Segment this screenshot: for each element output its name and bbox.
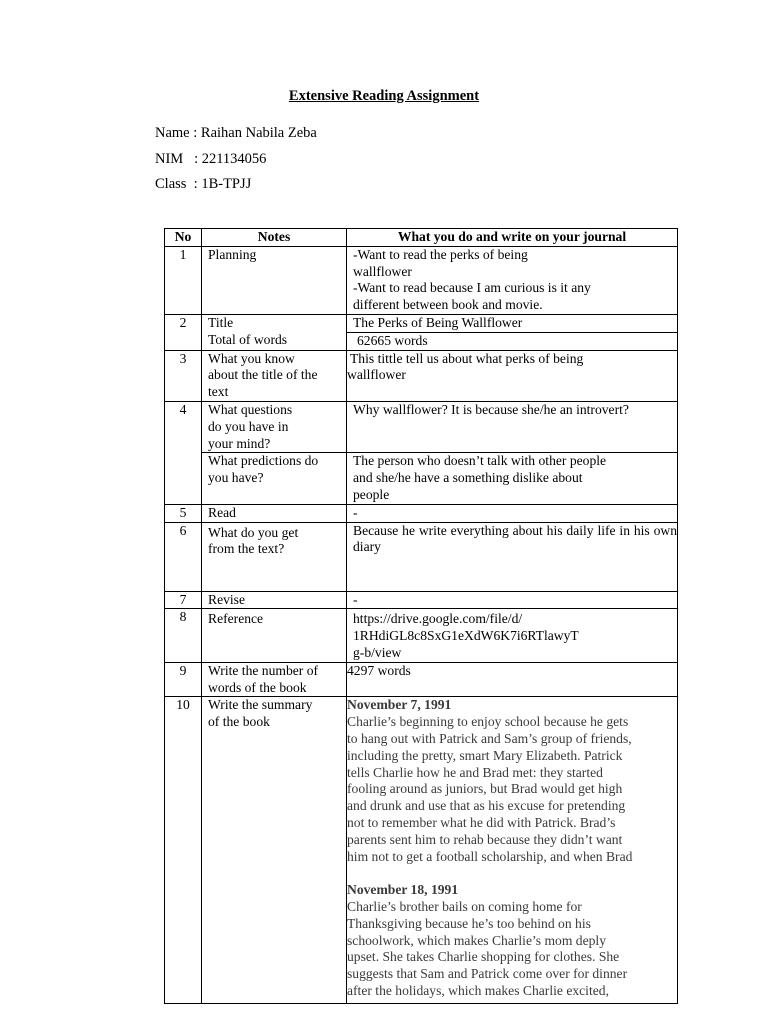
- note-line: What predictions do: [208, 453, 319, 469]
- row-note: [202, 401, 347, 452]
- row-note: Read: [202, 504, 347, 522]
- answer-line: and she/he have a something dislike about: [353, 470, 583, 486]
- summary-date: November 7, 1991: [347, 697, 452, 713]
- summary-line: suggests that Sam and Patrick come over for dinner: [347, 966, 628, 982]
- note-line: words of the book: [208, 679, 307, 695]
- answer-line: -Want to read because I am curious is it any: [353, 280, 591, 296]
- table-row: [165, 697, 678, 1004]
- header-no: No: [165, 229, 202, 247]
- nim-line: NIM : 221134056: [155, 151, 267, 167]
- answer-line: The person who doesn’t talk with other people: [353, 453, 607, 469]
- answer-line: wallflower: [353, 263, 412, 279]
- answer-line: -Want to read the perks of being: [353, 246, 528, 262]
- note-line: What questions: [208, 401, 293, 417]
- summary-line: Charlie’s brother bails on coming home for: [347, 899, 582, 915]
- summary-line: upset. She takes Charlie shopping for clothes. She: [347, 949, 620, 965]
- words-answer: 62665 words: [347, 332, 678, 350]
- link-line: 1RHdiGL8c8SxG1eXdW6K7i6RTlawyT: [353, 628, 579, 644]
- row-number: 6: [165, 522, 202, 591]
- table-row: [165, 246, 678, 314]
- row-number: 9: [165, 662, 202, 697]
- row-answer: -: [347, 504, 678, 522]
- note-line: text: [208, 384, 229, 400]
- row-note: Reference: [202, 609, 347, 662]
- title-answer: The Perks of Being Wallflower: [347, 314, 678, 332]
- row-note: [202, 314, 347, 350]
- summary-line: fooling around as juniors, but Brad would get high: [347, 781, 623, 797]
- summary-line: tells Charlie how he and Brad met: they started: [347, 764, 603, 780]
- row-answer: [347, 350, 678, 401]
- document-title: Extensive Reading Assignment: [288, 88, 480, 104]
- class-line: Class : 1B-TPJJ: [155, 176, 252, 192]
- table-row: [165, 662, 678, 697]
- table-row: [165, 591, 678, 609]
- table-row: [165, 504, 678, 522]
- summary-cell: [347, 697, 678, 1004]
- row-note: Revise: [202, 591, 347, 609]
- summary-line: parents sent him to rehab because they didn’t want: [347, 831, 623, 847]
- row-answer: [347, 453, 678, 504]
- row-number: 7: [165, 591, 202, 609]
- table-row: [165, 401, 678, 452]
- reference-link[interactable]: [347, 609, 678, 662]
- link-line: g-b/view: [353, 644, 402, 660]
- row-number: 8: [165, 609, 202, 662]
- summary-date: November 18, 1991: [347, 882, 459, 898]
- row-note: [202, 662, 347, 697]
- note-line: your mind?: [208, 435, 271, 451]
- row-answer: 4297 words: [347, 662, 678, 697]
- answer-line: This tittle tell us about what perks of being: [350, 350, 584, 366]
- table-row: [165, 350, 678, 401]
- header-journal: What you do and write on your journal: [347, 229, 678, 247]
- answer-line: people: [353, 486, 390, 502]
- journal-table: [164, 228, 678, 1004]
- note-line: you have?: [208, 470, 264, 486]
- row-answer: Because he write everything about his daily life in his own diary: [347, 522, 678, 591]
- row-note: [202, 453, 347, 504]
- summary-line: after the holidays, which makes Charlie excited,: [347, 983, 609, 999]
- table-row: [165, 314, 678, 332]
- answer-line: different between book and movie.: [353, 297, 543, 313]
- name-line: Name : Raihan Nabila Zeba: [155, 125, 317, 141]
- table-row: [165, 453, 678, 504]
- summary-line: schoolwork, which makes Charlie’s mom deply: [347, 932, 606, 948]
- note-line: of the book: [208, 714, 270, 730]
- row-answer: [347, 246, 678, 314]
- row-answer: Why wallflower? It is because she/he an introvert?: [347, 401, 678, 452]
- summary-line: not to remember what he did with Patrick. Brad’s: [347, 814, 616, 830]
- row-answer: -: [347, 591, 678, 609]
- note-line: Title: [208, 314, 234, 330]
- row-number: 10: [165, 697, 202, 1004]
- row-number: 5: [165, 504, 202, 522]
- summary-line: including the pretty, smart Mary Elizabeth. Patrick: [347, 747, 623, 763]
- row-note: [202, 522, 347, 591]
- row-note: [202, 350, 347, 401]
- note-line: What do you get: [208, 524, 299, 540]
- note-line: Write the summary: [208, 697, 313, 713]
- note-line: What you know: [208, 350, 295, 366]
- note-line: from the text?: [208, 541, 285, 557]
- summary-line: to hang out with Patrick and Sam’s group of friends,: [347, 730, 632, 746]
- header-row: [165, 229, 678, 247]
- row-number: 4: [165, 401, 202, 504]
- summary-line: and drunk and use that as his excuse for pretending: [347, 798, 626, 814]
- row-number: 2: [165, 314, 202, 350]
- note-line: do you have in: [208, 418, 289, 434]
- note-line: about the title of the: [208, 367, 318, 383]
- link-line: https://drive.google.com/file/d/: [353, 611, 523, 627]
- row-number: 1: [165, 246, 202, 314]
- row-note: [202, 697, 347, 1004]
- header-notes: Notes: [202, 229, 347, 247]
- summary-line: Thanksgiving because he’s too behind on his: [347, 915, 591, 931]
- summary-line: Charlie’s beginning to enjoy school because he gets: [347, 714, 629, 730]
- answer-line: wallflower: [347, 367, 406, 383]
- table-row: [165, 522, 678, 591]
- note-line: Write the number of: [208, 662, 319, 678]
- note-line: Total of words: [208, 331, 288, 347]
- row-number: 3: [165, 350, 202, 401]
- summary-line: him not to get a football scholarship, and when Brad: [347, 848, 633, 864]
- table-row: [165, 609, 678, 662]
- row-note: Planning: [202, 246, 347, 314]
